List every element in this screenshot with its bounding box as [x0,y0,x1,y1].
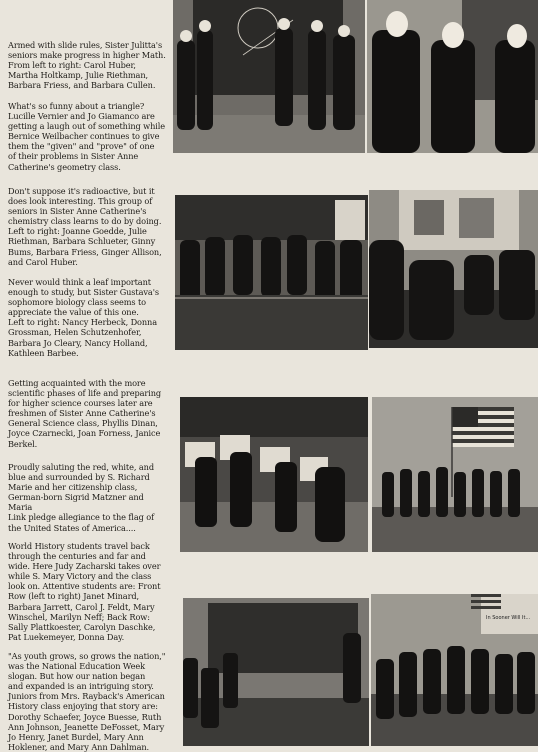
photo-biology-class [369,190,538,348]
photo-geometry-class [367,0,538,153]
caption-biology-class: Never would think a leaf important enough to study, but Sister Gustava's sophomore biology class seems to appreciate the value of this one. Left to right: Nancy Herbeck, Donna Grossman, Helen Schutzenhofer, Barbara Jo Cleary, Nancy Holland, Kathleen Barbee. [8,277,159,358]
photo-citizenship-class [372,397,538,552]
wall-poster-text: In Sooner Will It... [486,615,531,621]
photo-general-science-class [180,397,368,552]
photo-chemistry-class [175,195,368,350]
caption-chemistry-class: Don't suppose it's radioactive, but it does look interesting. This group of seniors in Sister Anne Catherine's chemistry class learns to do by doing. Left to right: Joanne Goedde, Julie Riethman, Barbara Schlueter, Ginny Bums, Barbara Friess, Ginger Allison, and Carol Huber. [8,186,162,267]
caption-world-history-class: World History students travel back through the centuries and far and wide. Here Judy Zacharski takes over while S. Mary Victory and the class look on. Attentive students are: Front Row (left to right) Janet Minard, Barbara Jarrett, Carol J. Feldt, Mary Winschel, Marilyn Neff; Back Row: Sally Plattkoester, Carolyn Daschke, Pat Luekemeyer, Donna Day. [8,541,161,642]
photo-american-history-class [371,594,538,746]
caption-general-science-class: Getting acquainted with the more scientific phases of life and preparing for higher science courses later are freshmen of Sister Anne Catherine's General Science class, Phyllis Dinan, Joyce Czarnecki, Joan Forness, Janice Berkel. [8,378,162,449]
caption-citizenship-class: Proudly saluting the red, white, and blue and surrounded by S. Richard Marie and her citizenship class, German-born Sigrid Matzner and Maria Link pledge allegiance to the flag of the United States of America.... [8,462,155,533]
caption-american-history-class: "As youth grows, so grows the nation," was the National Education Week slogan. But how our nation began and expanded is an intriguing story. Juniors from Mrs. Rayback's American History class enjoying that story are: Dorothy Schaefer, Joyce Buesse, Ruth Ann Johnson, Jeanette DeFosset, Mary Jo Henry, Janet Burdel, Mary Ann Hoklener, and Mary Ann Dahlman. [8,651,166,752]
photo-math-class [173,0,365,153]
photo-world-history-class [183,598,369,746]
caption-math-class: Armed with slide rules, Sister Julitta's seniors make progress in higher Math. From left to right: Carol Huber, Martha Holtkamp, Julie Riethman, Barbara Friess, and Barbara Cullen. [8,40,166,91]
caption-geometry-class: What's so funny about a triangle? Lucille Vernier and Jo Giamanco are getting a laugh out of something while Bernice Weilbacher continues to give them the "given" and "prove" of one of their problems in Sister Anne Catherine's geometry class. [8,101,166,172]
